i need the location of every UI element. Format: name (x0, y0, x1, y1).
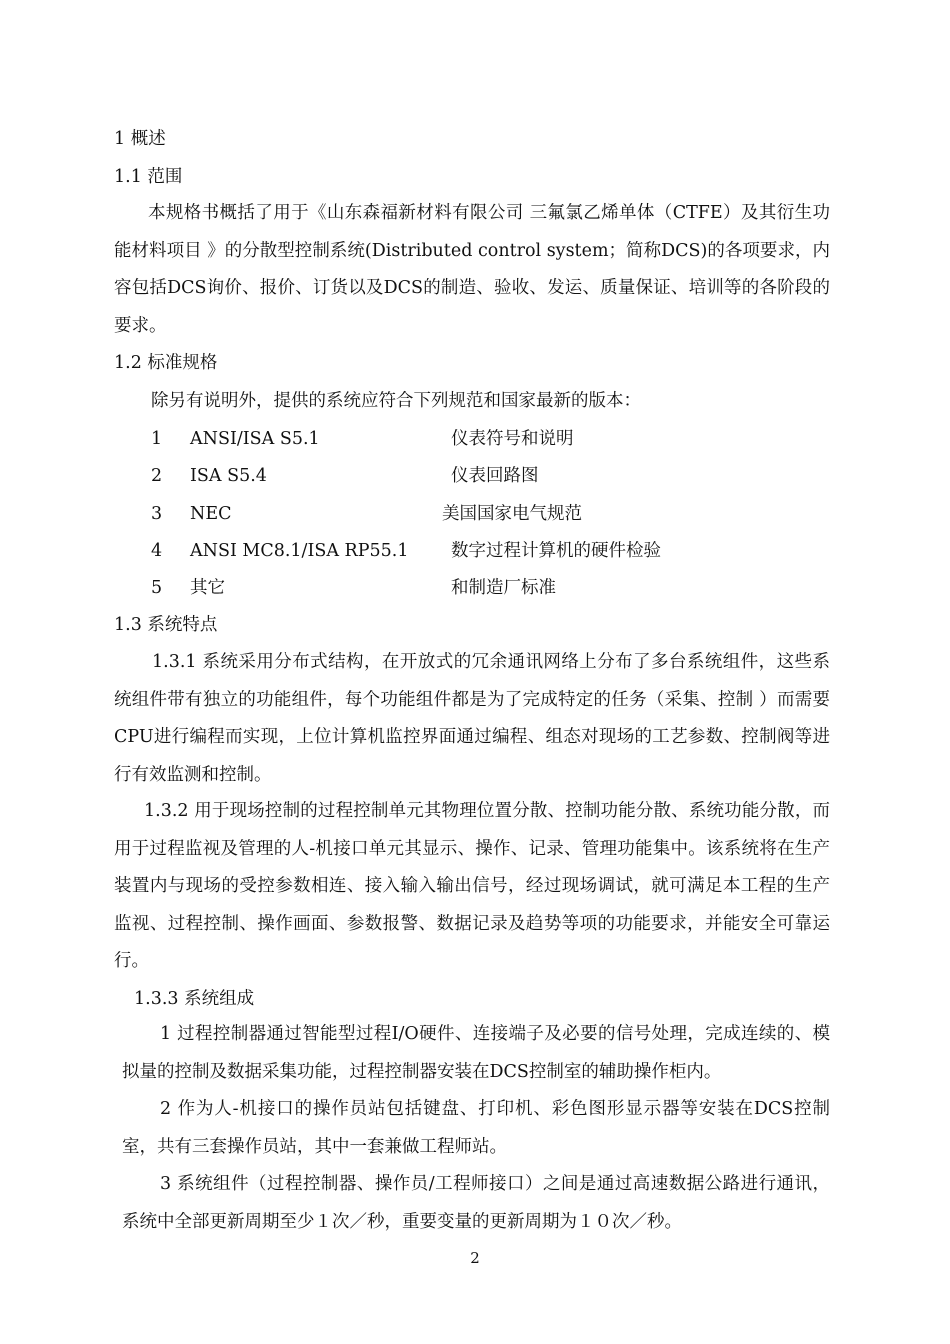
standard-description: 仪表回路图 (451, 466, 539, 486)
standard-code: ANSI/ISA S5.1 (190, 429, 320, 449)
standard-number: 2 (151, 466, 163, 486)
composition-item: 1 过程控制器通过智能型过程I/O硬件、连接端子及必要的信号处理，完成连续的、模拟量的控制及数据采集功能，过程控制器安装在DCS控制室的辅助操作柜内。 (122, 1024, 830, 1082)
standard-number: 1 (151, 429, 163, 449)
standard-code: ANSI MC8.1/ISA RP55.1 (190, 541, 409, 561)
standard-code: NEC (190, 504, 232, 524)
standard-description: 数字过程计算机的硬件检验 (451, 541, 661, 561)
section-heading-scope: 1.1 范围 (114, 167, 183, 187)
scope-paragraph: 本规格书概括了用于《山东森福新材料有限公司 三氟氯乙烯单体（CTFE）及其衍生功能材料项目 》的分散型控制系统(Distributed control system；简称DCS)的各项要求，内容包括DCS询价、报价、订货以及DCS的制造、验收、发运、质量保证、培训等的各阶段的要求。 (114, 203, 830, 336)
standard-number: 4 (151, 541, 163, 561)
section-heading-standards: 1.2 标准规格 (114, 353, 218, 373)
standard-description: 和制造厂标准 (451, 578, 556, 598)
standard-number: 5 (151, 578, 163, 598)
standard-description: 仪表符号和说明 (451, 429, 574, 449)
standard-number: 3 (151, 504, 163, 524)
section-heading-composition: 1.3.3 系统组成 (134, 989, 255, 1009)
composition-item: 2 作为人-机接口的操作员站包括键盘、打印机、彩色图形显示器等安装在DCS控制室，共有三套操作员站，其中一套兼做工程师站。 (122, 1099, 830, 1157)
composition-item: 3 系统组件（过程控制器、操作员/工程师接口）之间是通过高速数据公路进行通讯，系统中全部更新周期至少１次／秒，重要变量的更新周期为１０次／秒。 (122, 1174, 830, 1232)
page-number: 2 (470, 1249, 480, 1267)
standards-intro: 除另有说明外，提供的系统应符合下列规范和国家最新的版本： (151, 391, 641, 411)
standard-code: ISA S5.4 (190, 466, 267, 486)
section-heading-features: 1.3 系统特点 (114, 615, 218, 635)
standard-description: 美国国家电气规范 (442, 504, 582, 524)
feature-paragraph-1-3-1: 1.3.1 系统采用分布式结构，在开放式的冗余通讯网络上分布了多台系统组件，这些系统组件带有独立的功能组件，每个功能组件都是为了完成特定的任务（采集、控制 ）而需要CPU进行编程而实现，上位计算机监控界面通过编程、组态对现场的工艺参数、控制阀等进行有效监测和控制。 (114, 652, 830, 785)
standard-code: 其它 (190, 578, 225, 598)
feature-paragraph-1-3-2: 1.3.2 用于现场控制的过程控制单元其物理位置分散、控制功能分散、系统功能分散，而用于过程监视及管理的人-机接口单元其显示、操作、记录、管理功能集中。该系统将在生产装置内与现场的受控参数相连、接入输入输出信号，经过现场调试，就可满足本工程的生产监视、过程控制、操作画面、参数报警、数据记录及趋势等项的功能要求，并能安全可靠运行。 (114, 801, 830, 971)
section-heading-overview: 1 概述 (114, 129, 166, 149)
